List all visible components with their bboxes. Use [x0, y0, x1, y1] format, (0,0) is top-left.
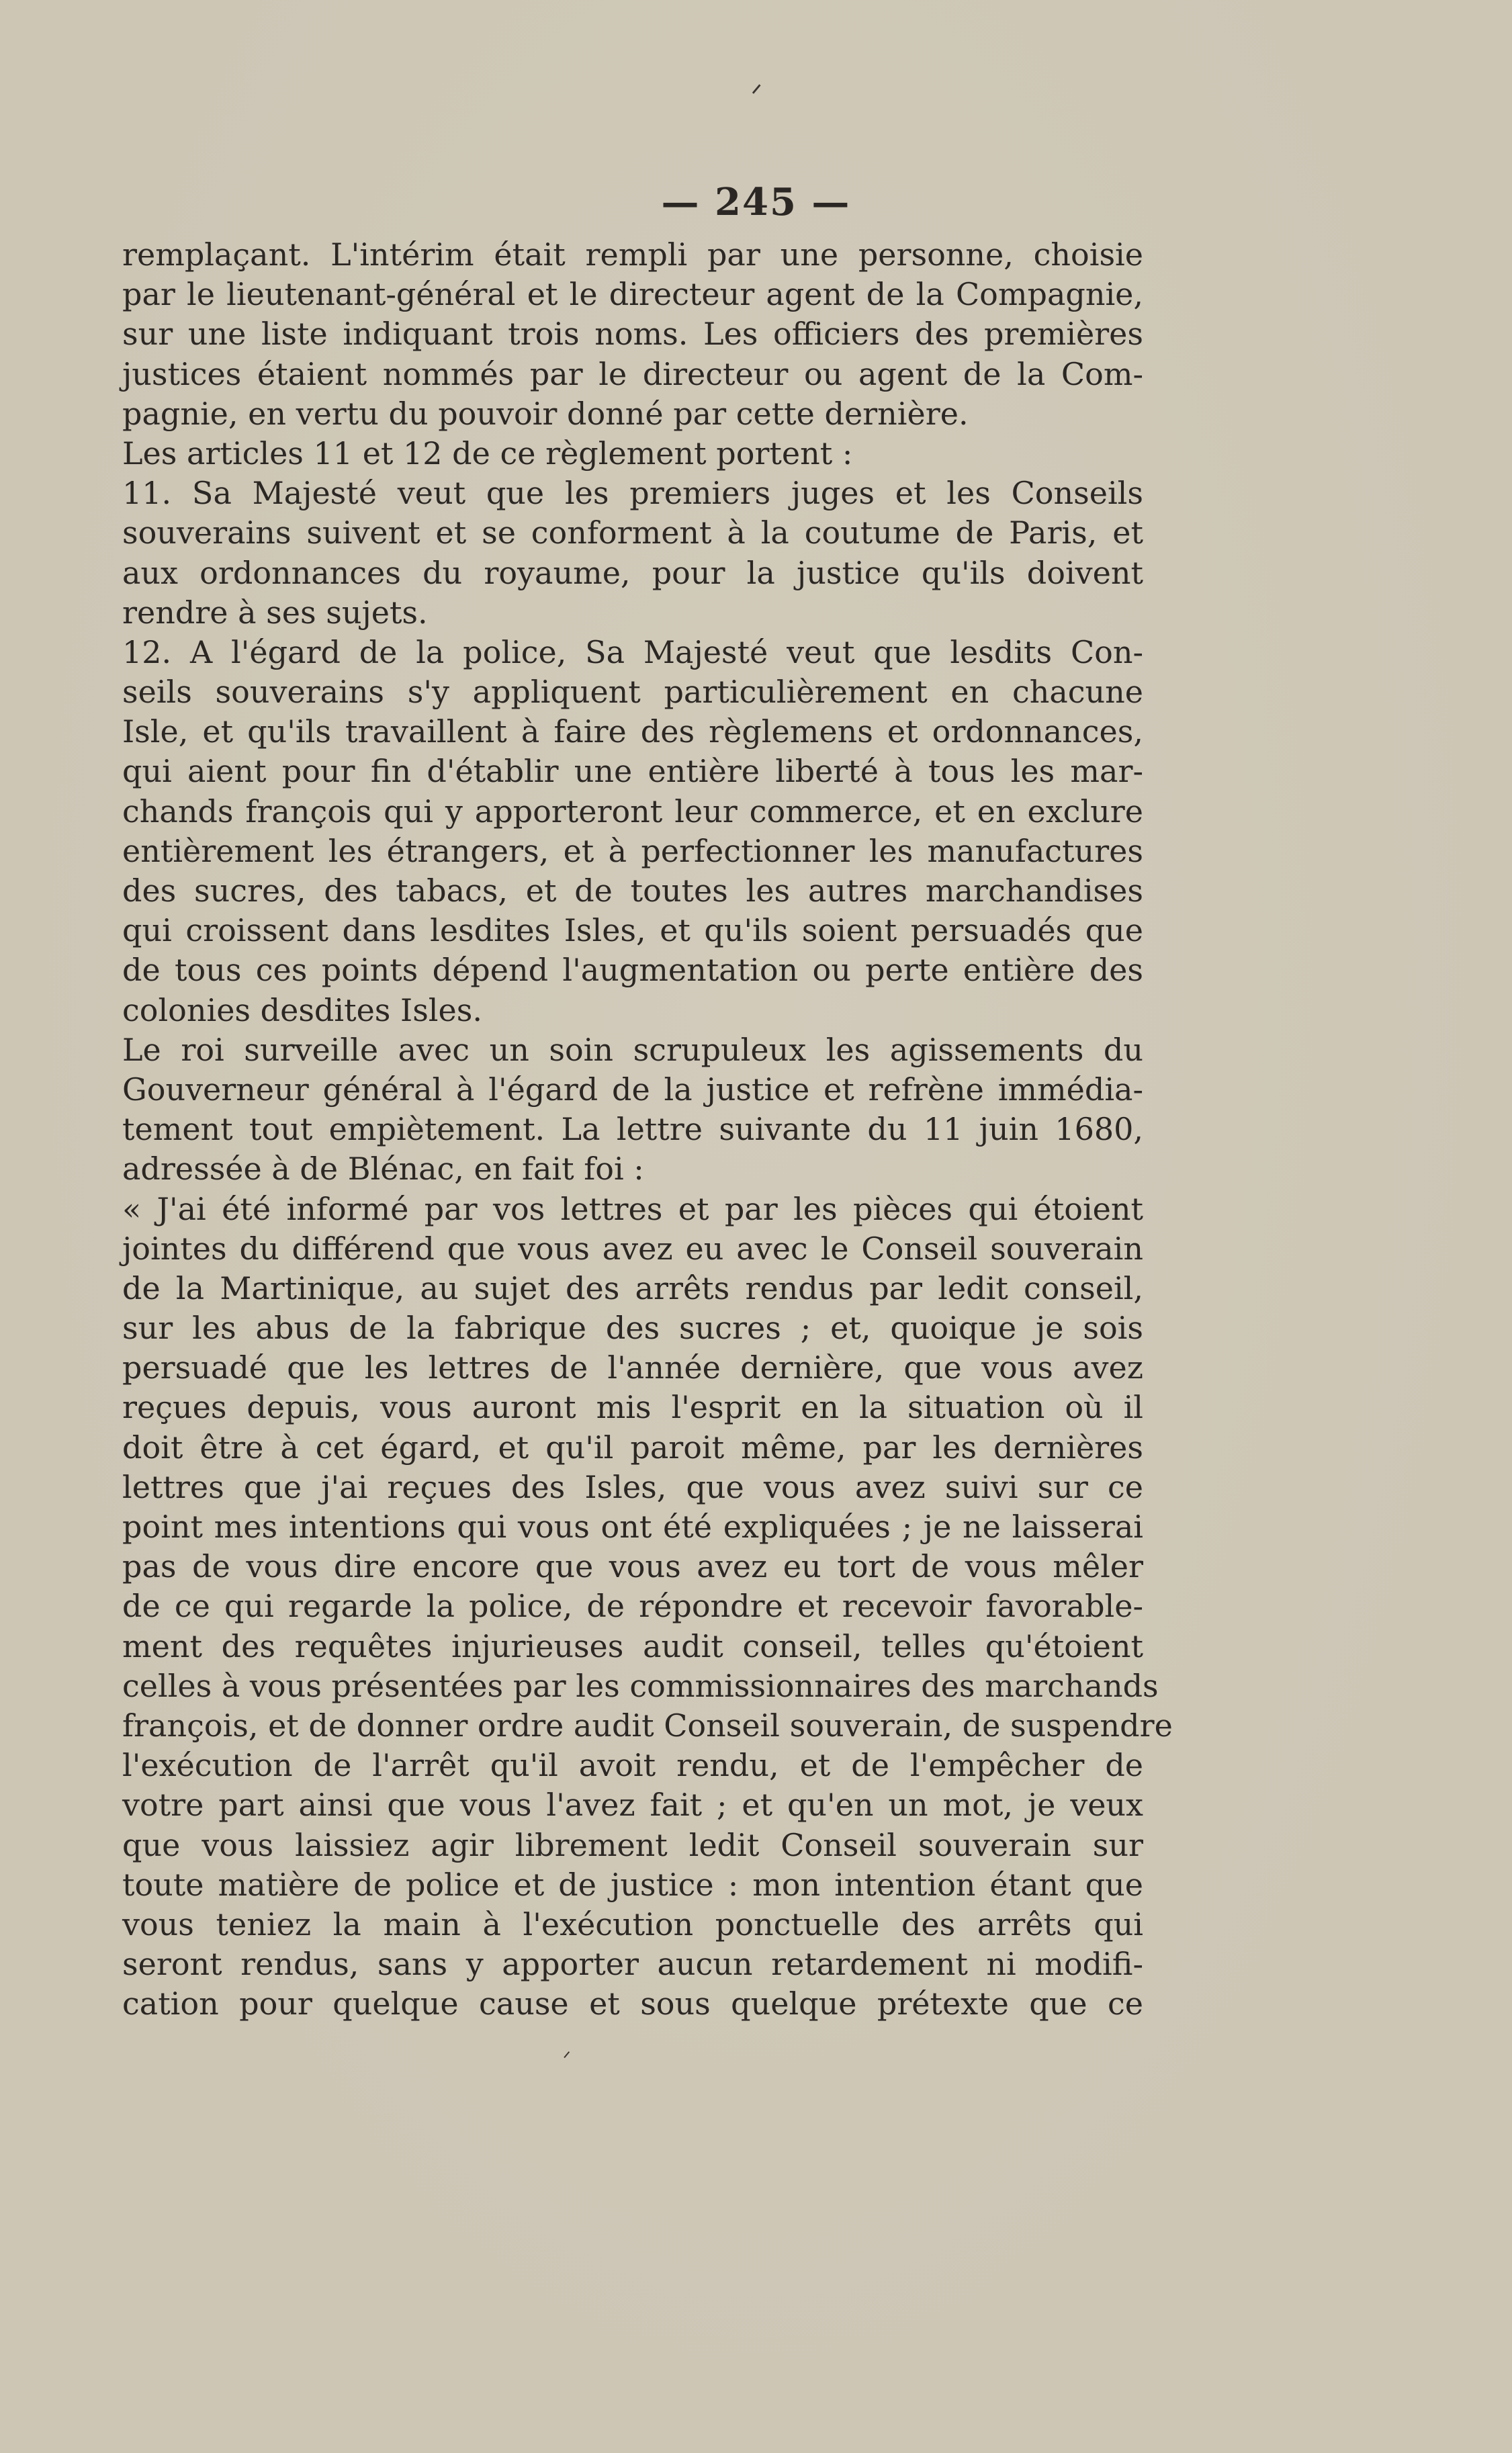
text-line: justices étaient nommés par le directeur ou agent de la Com- — [122, 355, 1143, 392]
ink-speck-bottom: ᐟ — [563, 2047, 571, 2069]
text-line: françois, et de donner ordre audit Conseil souverain, de suspendre — [122, 1707, 1173, 1744]
text-line: Les articles 11 et 12 de ce règlement portent : — [122, 435, 853, 472]
text-line: seils souverains s'y appliquent particulièrement en chacune — [122, 674, 1143, 711]
text-line: 12. A l'égard de la police, Sa Majesté veut que lesdits Con- — [122, 633, 1143, 670]
text-line: « J'ai été informé par vos lettres et par les pièces qui étoient — [122, 1190, 1143, 1227]
text-line: lettres que j'ai reçues des Isles, que vous avez suivi sur ce — [122, 1468, 1143, 1505]
text-line: sur les abus de la fabrique des sucres ; et, quoique je sois — [122, 1310, 1143, 1347]
text-line: par le lieutenant-général et le directeur agent de la Compagnie, — [122, 276, 1143, 313]
text-line: votre part ainsi que vous l'avez fait ; et qu'en un mot, je veux — [122, 1787, 1143, 1824]
text-line: pagnie, en vertu du pouvoir donné par cette dernière. — [122, 395, 969, 432]
text-line: qui aient pour fin d'établir une entière liberté à tous les mar- — [122, 753, 1143, 790]
ink-speck-top: ᐟ — [751, 79, 762, 110]
text-line: de la Martinique, au sujet des arrêts rendus par ledit conseil, — [122, 1269, 1143, 1306]
text-line: celles à vous présentées par les commissionnaires des marchands — [122, 1667, 1159, 1704]
page-number: — 245 — — [661, 180, 851, 224]
text-line: Isle, et qu'ils travaillent à faire des règlemens et ordonnances, — [122, 713, 1143, 750]
text-line: doit être à cet égard, et qu'il paroit même, par les dernières — [122, 1429, 1143, 1466]
text-line: colonies desdites Isles. — [122, 991, 482, 1028]
text-line: tement tout empiètement. La lettre suivante du 11 juin 1680, — [122, 1111, 1143, 1148]
text-line: vous teniez la main à l'exécution ponctuelle des arrêts qui — [122, 1906, 1143, 1943]
text-line: chands françois qui y apporteront leur commerce, et en exclure — [122, 793, 1143, 830]
text-line: entièrement les étrangers, et à perfectionner les manufactures — [122, 832, 1143, 869]
text-line: seront rendus, sans y apporter aucun retardement ni modifi- — [122, 1946, 1143, 1983]
body-text — [122, 235, 1173, 2024]
text-line: pas de vous dire encore que vous avez eu tort de vous mêler — [122, 1548, 1143, 1585]
text-line: des sucres, des tabacs, et de toutes les autres marchandises — [122, 873, 1143, 909]
text-line: qui croissent dans lesdites Isles, et qu'ils soient persuadés que — [122, 912, 1143, 949]
text-line: sur une liste indiquant trois noms. Les officiers des premières — [122, 316, 1143, 353]
text-line: l'exécution de l'arrêt qu'il avoit rendu, et de l'empêcher de — [122, 1747, 1143, 1784]
text-line: 11. Sa Majesté veut que les premiers juges et les Conseils — [122, 475, 1143, 512]
text-line: aux ordonnances du royaume, pour la justice qu'ils doivent — [122, 554, 1143, 591]
text-line: adressée à de Blénac, en fait foi : — [122, 1151, 644, 1188]
text-line: ment des requêtes injurieuses audit conseil, telles qu'étoient — [122, 1627, 1143, 1664]
text-line: rendre à ses sujets. — [122, 594, 428, 631]
text-line: souverains suivent et se conforment à la coutume de Paris, et — [122, 515, 1143, 551]
text-line: point mes intentions qui vous ont été expliquées ; je ne laisserai — [122, 1509, 1143, 1545]
text-line: de tous ces points dépend l'augmentation ou perte entière des — [122, 952, 1143, 989]
text-line: de ce qui regarde la police, de répondre et recevoir favorable- — [122, 1588, 1143, 1625]
text-line: cation pour quelque cause et sous quelque prétexte que ce — [122, 1986, 1143, 2022]
text-line: Gouverneur général à l'égard de la justice et refrène immédia- — [122, 1071, 1143, 1108]
text-line: reçues depuis, vous auront mis l'esprit en la situation où il — [122, 1389, 1143, 1426]
text-line: toute matière de police et de justice : mon intention étant que — [122, 1866, 1143, 1903]
text-line: remplaçant. L'intérim était rempli par une personne, choisie — [122, 236, 1143, 273]
text-line: que vous laissiez agir librement ledit Conseil souverain sur — [122, 1826, 1143, 1863]
text-line: persuadé que les lettres de l'année dernière, que vous avez — [122, 1349, 1143, 1386]
text-line: Le roi surveille avec un soin scrupuleux les agissements du — [122, 1031, 1143, 1068]
text-line: jointes du différend que vous avez eu avec le Conseil souverain — [122, 1230, 1143, 1267]
